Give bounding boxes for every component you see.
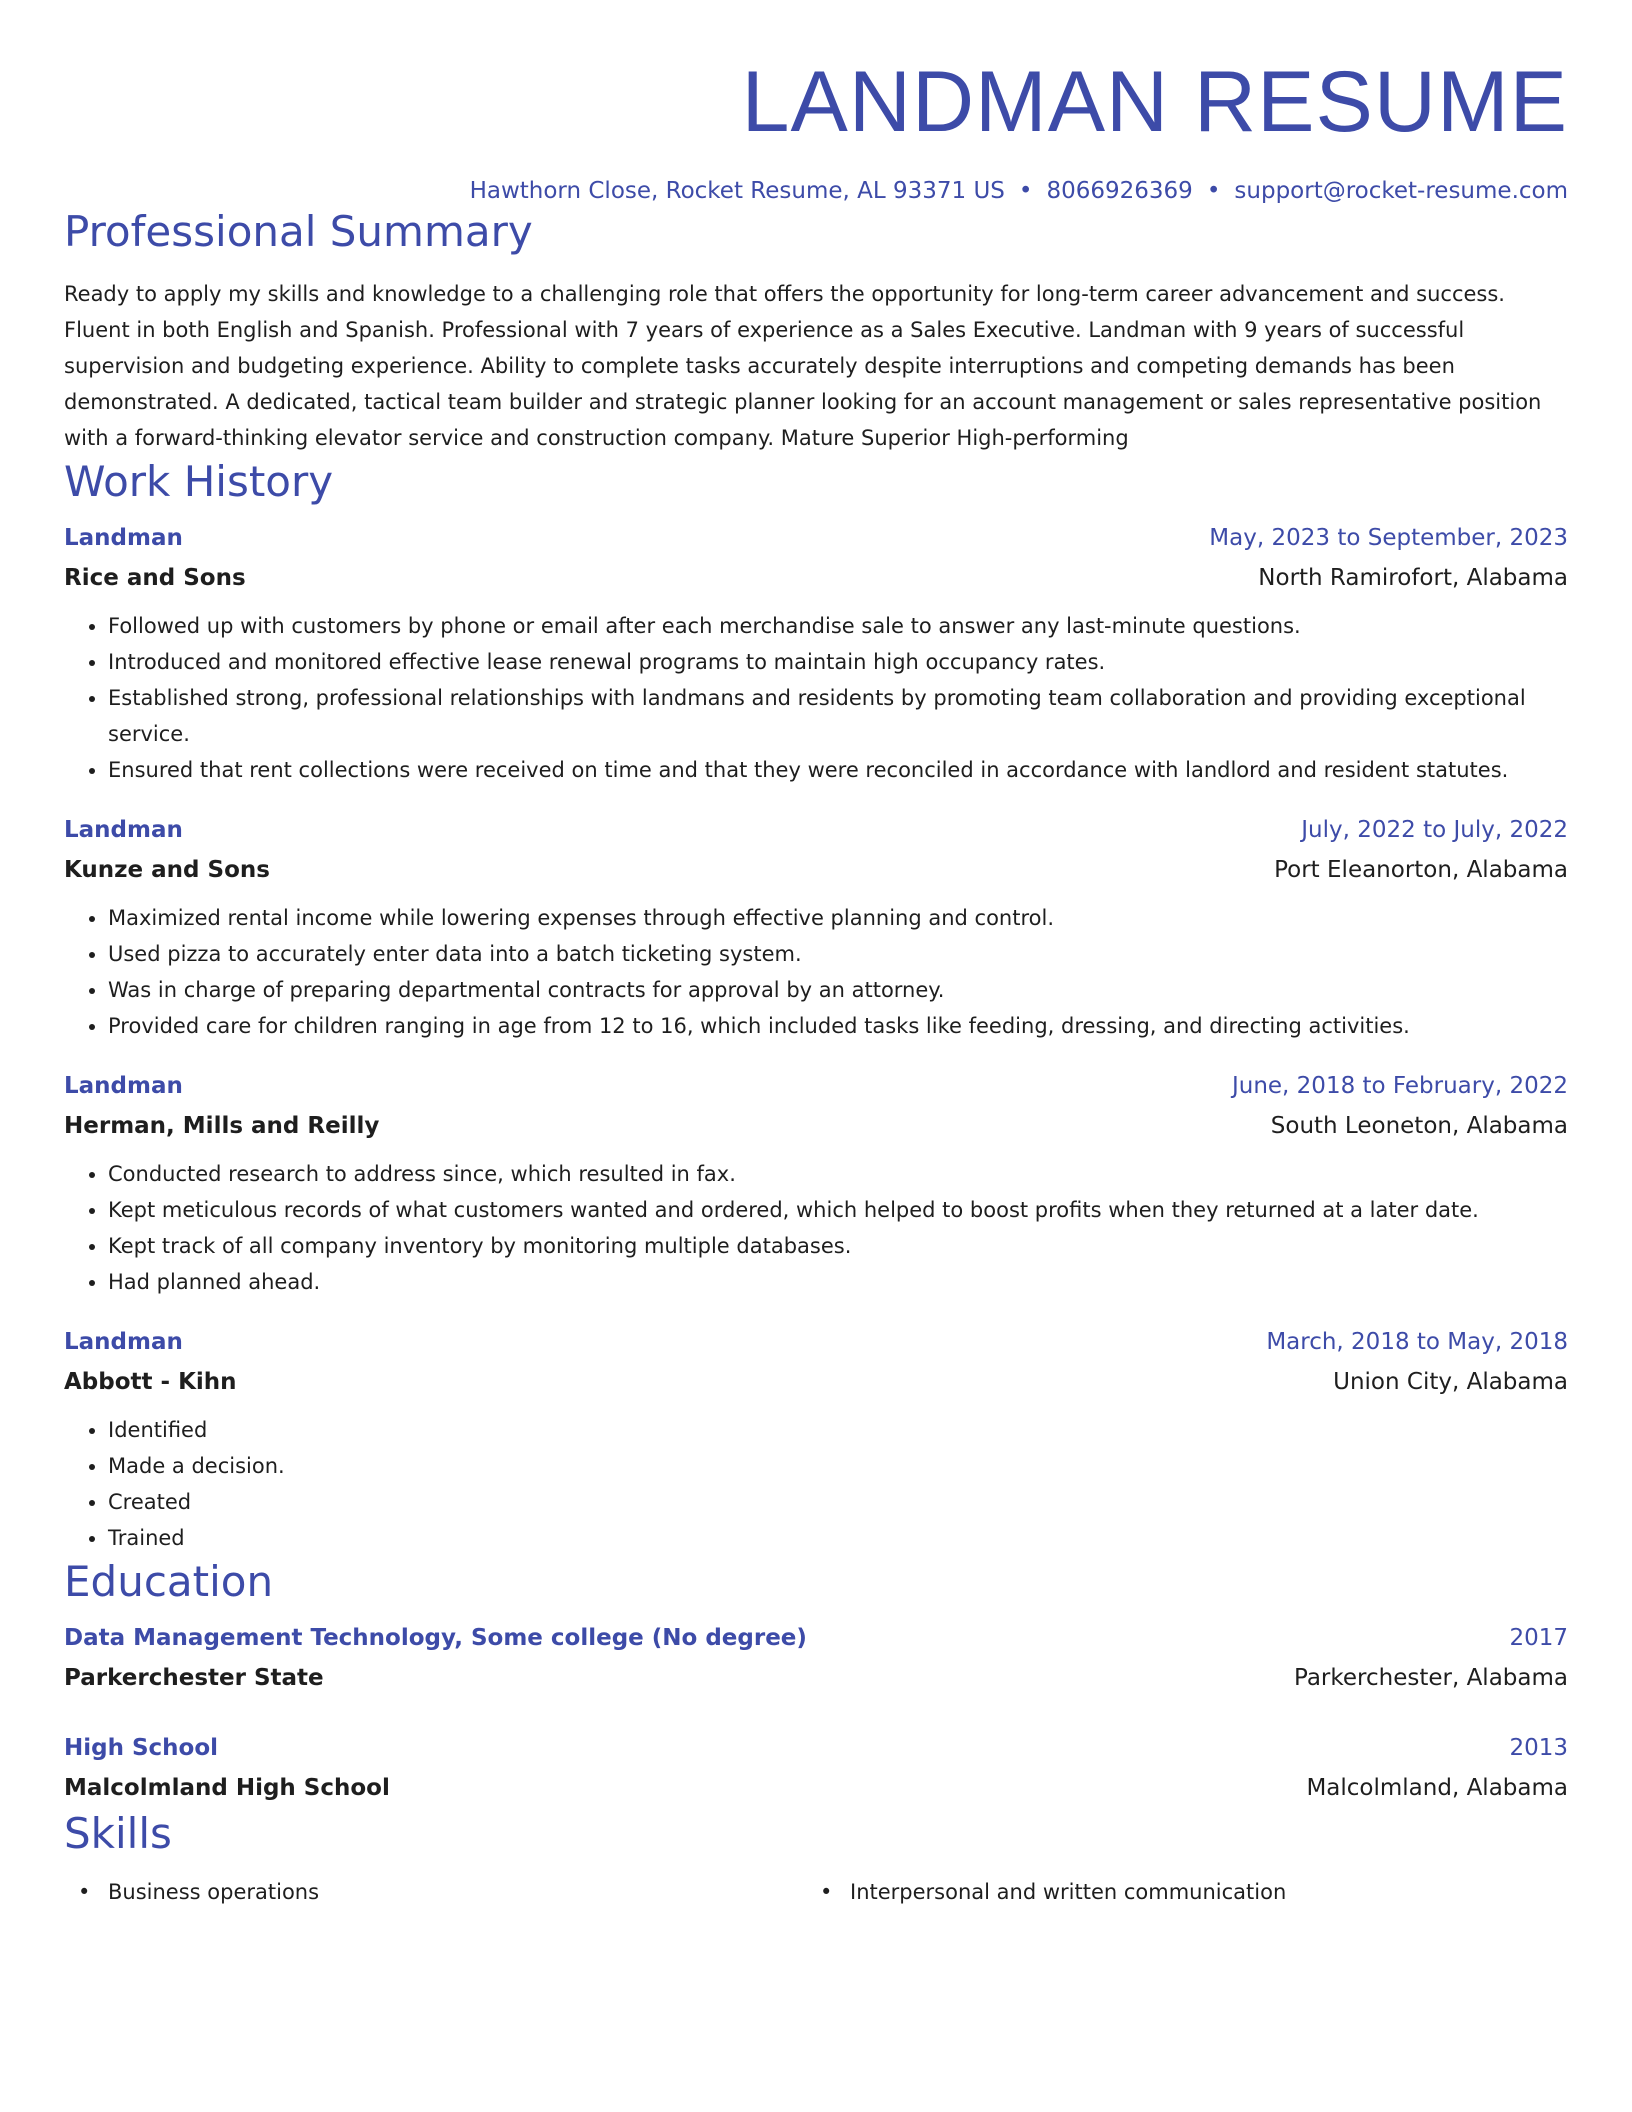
bullet-item: • Provided care for children ranging in age from 12 to 16, which included tasks like feeding, dressing, and directing activities.	[108, 1008, 1568, 1044]
bullet-item: • Used pizza to accurately enter data into a batch ticketing system.	[108, 936, 1568, 972]
job-entry	[64, 1066, 1568, 1300]
job-company: Kunze and Sons	[64, 857, 270, 883]
contact-email[interactable]: support@rocket-resume.com	[1234, 178, 1568, 204]
bullet-item: • Had planned ahead.	[108, 1264, 1568, 1300]
job-bullets	[64, 1156, 1568, 1300]
education-year: 2017	[1509, 1625, 1568, 1651]
education-location: Parkerchester, Alabama	[1293, 1665, 1568, 1691]
job-role: Landman	[64, 525, 183, 551]
summary-text: Ready to apply my skills and knowledge to a challenging role that offers the opportunity for long-term career advancement and success. Fluent in both English and Spanish. Professional with 7 years of experience as a Sales Executive. Landman with 9 years of successful supervision and budgeting experience. Ability to complete tasks accurately despite interruptions and competing demands has been demonstrated. A dedicated, tactical team builder and strategic planner looking for an account management or sales representative position with a forward-thinking elevator service and construction company. Mature Superior High-performing	[64, 282, 1542, 450]
section-title: Education	[64, 1557, 274, 1606]
education-school: Malcolmland High School	[64, 1775, 390, 1801]
education-school: Parkerchester State	[64, 1665, 324, 1691]
resume-header	[64, 0, 1568, 206]
bullet-item: • Kept meticulous records of what customers wanted and ordered, which helped to boost profits when they returned at a later date.	[108, 1192, 1568, 1228]
job-entry	[64, 518, 1568, 788]
job-role: Landman	[64, 1073, 183, 1099]
education-degree: High School	[64, 1735, 219, 1761]
bullet-item: • Made a decision.	[108, 1448, 1568, 1484]
job-dates: July, 2022 to July, 2022	[1301, 817, 1568, 843]
skill-item: • Business operations	[64, 1874, 806, 1910]
work-history-section	[64, 456, 1568, 1556]
education-entry	[64, 1728, 1568, 1808]
bullet-item: • Identified	[108, 1412, 1568, 1448]
job-company: Rice and Sons	[64, 565, 246, 591]
job-role: Landman	[64, 817, 183, 843]
bullet-item: • Trained	[108, 1520, 1568, 1556]
job-location: South Leoneton, Alabama	[1270, 1113, 1568, 1139]
job-dates: May, 2023 to September, 2023	[1209, 525, 1568, 551]
job-bullets	[64, 900, 1568, 1044]
skills-section	[64, 1808, 1568, 1910]
job-dates: June, 2018 to February, 2022	[1231, 1073, 1568, 1099]
section-title: Professional Summary	[64, 207, 533, 256]
contact-separator: •	[1018, 178, 1033, 204]
bullet-item: • Introduced and monitored effective lease renewal programs to maintain high occupancy rates.	[108, 644, 1568, 680]
bullet-item: • Ensured that rent collections were received on time and that they were reconciled in accordance with landlord and resident statutes.	[108, 752, 1568, 788]
job-dates: March, 2018 to May, 2018	[1266, 1329, 1568, 1355]
bullet-item: • Established strong, professional relationships with landmans and residents by promoting team collaboration and providing exceptional service.	[108, 680, 1568, 752]
bullet-item: • Was in charge of preparing departmental contracts for approval by an attorney.	[108, 972, 1568, 1008]
job-location: Port Eleanorton, Alabama	[1274, 857, 1568, 883]
job-bullets	[64, 608, 1568, 788]
contact-phone: 8066926369	[1046, 178, 1193, 204]
job-entry	[64, 1322, 1568, 1556]
contact-line	[64, 176, 1568, 206]
skill-item: • Interpersonal and written communication	[806, 1874, 1548, 1910]
job-role: Landman	[64, 1329, 183, 1355]
resume-name: LANDMAN RESUME	[741, 54, 1568, 150]
education-entry	[64, 1618, 1568, 1698]
contact-separator: •	[1206, 178, 1221, 204]
job-company: Herman, Mills and Reilly	[64, 1113, 380, 1139]
education-location: Malcolmland, Alabama	[1306, 1775, 1568, 1801]
education-section	[64, 1556, 1568, 1808]
education-year: 2013	[1509, 1735, 1568, 1761]
job-company: Abbott - Kihn	[64, 1369, 237, 1395]
skills-list	[64, 1874, 1568, 1910]
contact-address: Hawthorn Close, Rocket Resume, AL 93371 US	[469, 178, 1005, 204]
section-title: Work History	[64, 457, 334, 506]
professional-summary-section	[64, 206, 1568, 456]
job-location: Union City, Alabama	[1333, 1369, 1568, 1395]
bullet-item: • Maximized rental income while lowering expenses through effective planning and control.	[108, 900, 1568, 936]
job-location: North Ramirofort, Alabama	[1258, 565, 1568, 591]
job-entry	[64, 810, 1568, 1044]
bullet-item: • Followed up with customers by phone or email after each merchandise sale to answer any last-minute questions.	[108, 608, 1568, 644]
education-degree: Data Management Technology, Some college (No degree)	[64, 1625, 807, 1651]
section-title: Skills	[64, 1809, 172, 1858]
bullet-item: • Created	[108, 1484, 1568, 1520]
bullet-item: • Conducted research to address since, which resulted in fax.	[108, 1156, 1568, 1192]
bullet-item: • Kept track of all company inventory by monitoring multiple databases.	[108, 1228, 1568, 1264]
job-bullets	[64, 1412, 1568, 1556]
